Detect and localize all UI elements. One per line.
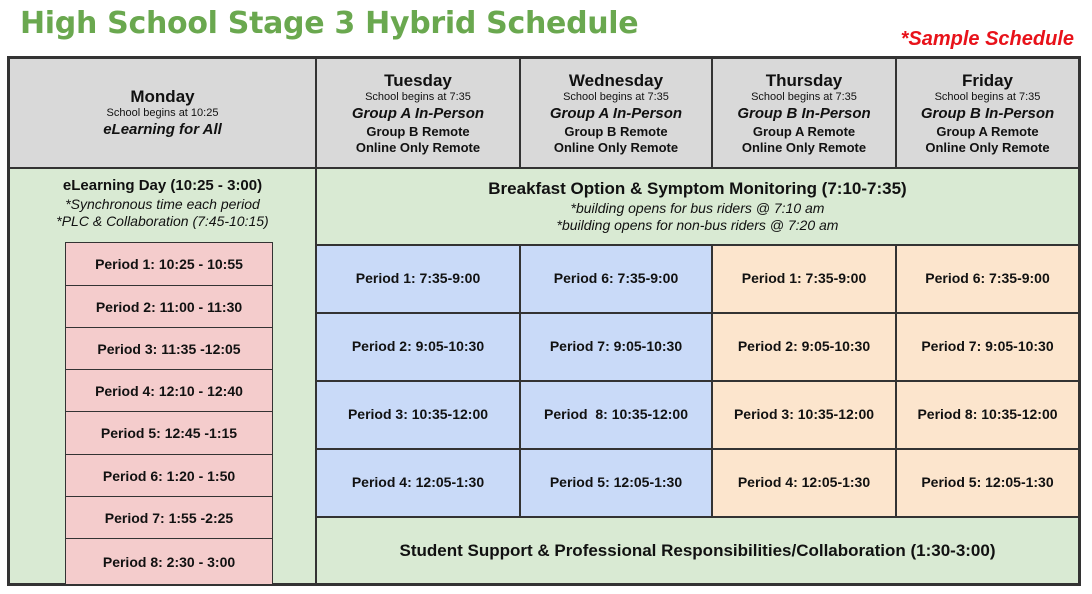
tuesday-period [316, 449, 520, 517]
header-friday [896, 58, 1079, 168]
period-label: Period 3: 10:35-12:00 [733, 406, 875, 423]
monday-period-list [65, 242, 273, 585]
header-thursday [712, 58, 896, 168]
plc-collaboration-note: *PLC & Collaboration (7:45-10:15) [56, 213, 269, 230]
monday-period: Period 8: 2:30 - 3:00 [66, 539, 272, 584]
monday-period: Period 4: 12:10 - 12:40 [66, 370, 272, 412]
page-title: High School Stage 3 Hybrid Schedule [20, 6, 639, 41]
start-time: School begins at 7:35 [934, 91, 1041, 104]
learning-mode: eLearning for All [103, 121, 222, 139]
tuesday-period [316, 381, 520, 449]
period-label: Period 6: 7:35-9:00 [925, 270, 1050, 287]
friday-period [896, 313, 1079, 381]
thursday-period [712, 449, 896, 517]
online-only: Online Only Remote [553, 139, 679, 155]
start-time: School begins at 7:35 [365, 91, 471, 104]
period-label: Period 4: 12:05-1:30 [737, 474, 871, 491]
period-label: Period 8: 10:35-12:00 [917, 406, 1058, 423]
thursday-period [712, 381, 896, 449]
online-only: Online Only Remote [925, 139, 1050, 155]
monday-period: Period 2: 11:00 - 11:30 [66, 286, 272, 328]
support-label: Student Support & Professional Responsibilities/Collaboration (1:30-3:00) [399, 540, 996, 560]
period-label: Period 3: 10:35-12:00 [347, 406, 489, 423]
elearning-day-title: eLearning Day (10:25 - 3:00) [62, 177, 263, 194]
remote-group: Group B Remote [366, 123, 470, 139]
period-label: Period 7: 9:05-10:30 [921, 338, 1054, 355]
synchronous-note: *Synchronous time each period [65, 195, 260, 212]
in-person-group: Group B In-Person [920, 104, 1055, 122]
day-name: Monday [130, 87, 195, 107]
day-name: Friday [961, 70, 1014, 90]
wednesday-period [520, 313, 712, 381]
in-person-group: Group B In-Person [737, 104, 871, 122]
start-time: School begins at 7:35 [751, 91, 857, 104]
schedule-table [7, 56, 1081, 586]
header-tuesday [316, 58, 520, 168]
tuesday-period [316, 313, 520, 381]
period-label: Period 1: 7:35-9:00 [355, 270, 481, 287]
period-label: Period 2: 9:05-10:30 [737, 338, 871, 355]
wednesday-period [520, 245, 712, 313]
tuesday-period [316, 245, 520, 313]
period-label: Period 7: 9:05-10:30 [549, 338, 683, 355]
remote-group: Group A Remote [752, 123, 856, 139]
friday-period [896, 381, 1079, 449]
monday-period: Period 6: 1:20 - 1:50 [66, 455, 272, 497]
monday-period: Period 1: 10:25 - 10:55 [66, 243, 272, 286]
start-time: School begins at 10:25 [106, 107, 219, 120]
wednesday-period [520, 381, 712, 449]
period-label: Period 8: 10:35-12:00 [544, 406, 688, 423]
monday-period: Period 5: 12:45 -1:15 [66, 412, 272, 455]
header-wednesday [520, 58, 712, 168]
breakfast-title: Breakfast Option & Symptom Monitoring (7:10-7:35) [488, 179, 907, 199]
period-label: Period 4: 12:05-1:30 [351, 474, 485, 491]
day-name: Tuesday [384, 70, 452, 90]
in-person-group: Group A In-Person [549, 104, 683, 122]
sample-schedule-label: *Sample Schedule [900, 28, 1074, 50]
wednesday-period [520, 449, 712, 517]
breakfast-symptom-monitoring [316, 168, 1079, 245]
thursday-period [712, 245, 896, 313]
period-label: Period 1: 7:35-9:00 [741, 270, 867, 287]
remote-group: Group B Remote [564, 123, 668, 139]
header-monday [9, 58, 316, 168]
period-label: Period 6: 7:35-9:00 [553, 270, 679, 287]
day-name: Thursday [765, 70, 843, 90]
monday-period: Period 7: 1:55 -2:25 [66, 497, 272, 539]
online-only: Online Only Remote [741, 139, 867, 155]
in-person-group: Group A In-Person [351, 104, 485, 122]
online-only: Online Only Remote [355, 139, 481, 155]
friday-period [896, 449, 1079, 517]
friday-period [896, 245, 1079, 313]
remote-group: Group A Remote [936, 123, 1039, 139]
thursday-period [712, 313, 896, 381]
student-support-block [316, 517, 1079, 584]
bus-riders-note: *building opens for bus riders @ 7:10 am [570, 199, 825, 216]
day-name: Wednesday [568, 70, 664, 90]
period-label: Period 5: 12:05-1:30 [549, 474, 683, 491]
period-label: Period 5: 12:05-1:30 [921, 474, 1054, 491]
non-bus-riders-note: *building opens for non-bus riders @ 7:20 am [556, 217, 839, 234]
start-time: School begins at 7:35 [563, 91, 669, 104]
period-label: Period 2: 9:05-10:30 [351, 338, 485, 355]
monday-period: Period 3: 11:35 -12:05 [66, 328, 272, 370]
